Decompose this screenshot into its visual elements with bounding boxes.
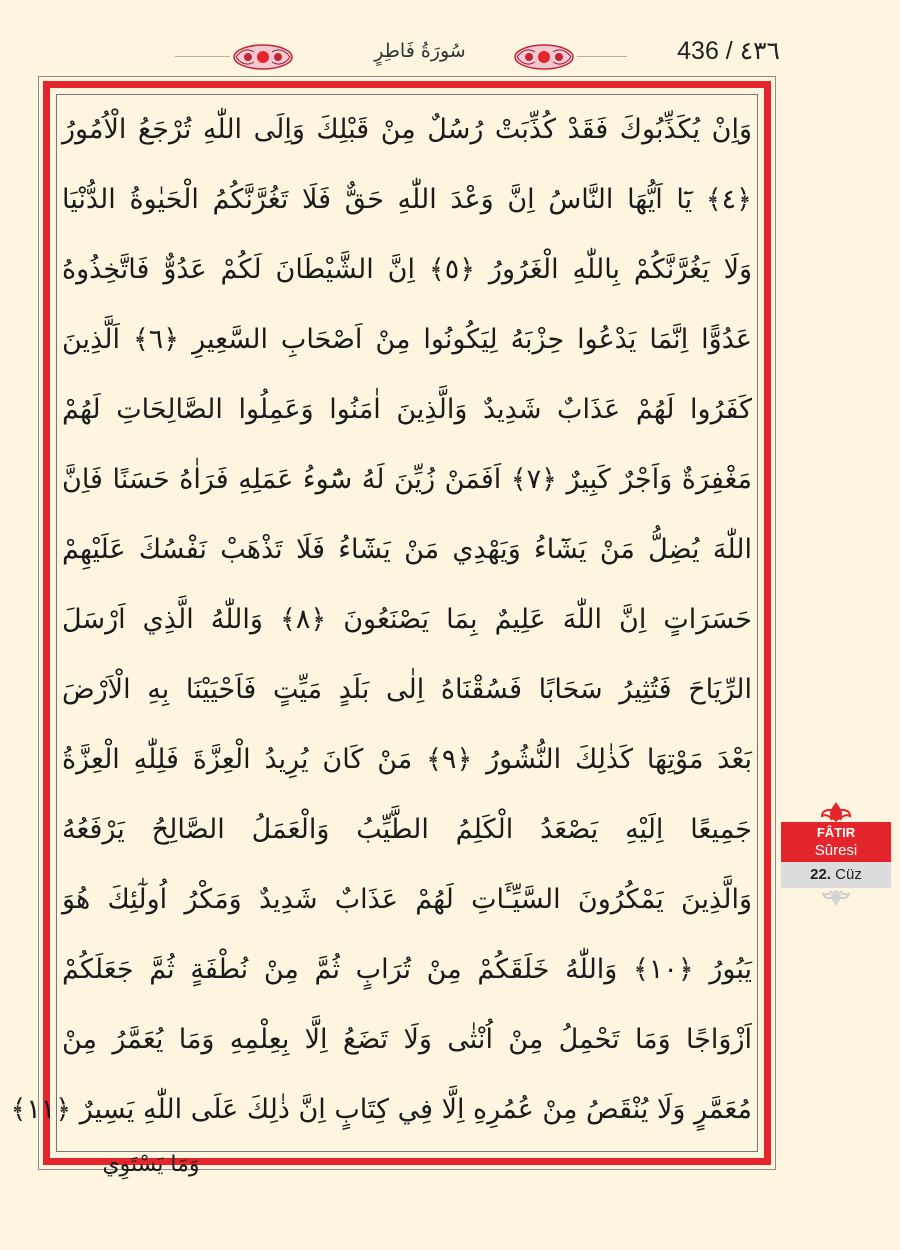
verse-line-7: اللّٰهَ يُضِلُّ مَنْ يَشَٓاءُ وَيَهْدِي مَنْ يَشَٓاءُ فَلَا تَذْهَبْ نَفْسُكَ عَلَيْهِمْ xyxy=(62,534,752,565)
verse-line-9: الرِّيَاحَ فَتُثِيرُ سَحَابًا فَسُقْنَاهُ اِلٰى بَلَدٍ مَيِّتٍ فَاَحْيَيْنَا بِهِ الْاَرْضَ xyxy=(62,674,752,705)
header-rule-left xyxy=(175,56,230,57)
verse-line-15: مُعَمَّرٍ وَلَا يُنْقَصُ مِنْ عُمُرِهِ اِلَّا فِي كِتَابٍ اِنَّ ذٰلِكَ عَلَى اللّٰهِ يَسِيرٌ ﴿١١﴾ xyxy=(10,1094,752,1125)
cuz-label-box xyxy=(781,862,891,888)
cuz-number: 22. xyxy=(810,866,831,883)
verse-line-1: وَاِنْ يُكَذِّبُوكَ فَقَدْ كُذِّبَتْ رُسُلٌ مِنْ قَبْلِكَ وَاِلَى اللّٰهِ تُرْجَعُ الْاُمُورُ xyxy=(62,114,752,145)
surah-label-box xyxy=(781,822,891,862)
surah-title: سُورَةُ فَاطِرٍ xyxy=(374,40,466,62)
verse-line-13: يَبُورُ ﴿١٠﴾ وَاللّٰهُ خَلَقَكُمْ مِنْ تُرَابٍ ثُمَّ مِنْ نُطْفَةٍ ثُمَّ جَعَلَكُمْ xyxy=(62,954,752,985)
catchword: وَمَا يَسْتَوِي xyxy=(102,1152,200,1177)
fleur-ornament-bottom-icon xyxy=(818,888,854,908)
verse-line-10: بَعْدَ مَوْتِهَا كَذٰلِكَ النُّشُورُ ﴿٩﴾ مَنْ كَانَ يُرِيدُ الْعِزَّةَ فَلِلّٰهِ الْعِزَّةُ xyxy=(62,744,752,775)
page-number: 436 / ٤٣٦ xyxy=(677,37,780,65)
cuz-label: Cüz xyxy=(835,866,862,883)
header-rule-right xyxy=(577,56,627,57)
verse-line-2: ﴿٤﴾ يَٓا اَيُّهَا النَّاسُ اِنَّ وَعْدَ اللّٰهِ حَقٌّ فَلَا تَغُرَّنَّكُمُ الْحَيٰوةُ الدُّنْيَا xyxy=(62,184,752,215)
surah-side-tab xyxy=(781,800,891,910)
mushaf-text-area xyxy=(10,100,753,1150)
surah-label: FÂTIR xyxy=(816,825,856,840)
surah-sub-label: Sûresi xyxy=(814,842,858,859)
floral-ornament-right-icon xyxy=(513,42,575,72)
floral-ornament-left-icon xyxy=(232,42,294,72)
fleur-ornament-top-icon xyxy=(818,800,854,824)
verse-line-3: وَلَا يَغُرَّنَّكُمْ بِاللّٰهِ الْغَرُورُ ﴿٥﴾ اِنَّ الشَّيْطَانَ لَكُمْ عَدُوٌّ فَاتَّخِذُوهُ xyxy=(62,254,753,285)
verse-line-5: كَفَرُوا لَهُمْ عَذَابٌ شَدِيدٌ وَالَّذِينَ اٰمَنُوا وَعَمِلُوا الصَّالِحَاتِ لَهُمْ xyxy=(62,394,752,425)
verse-line-6: مَغْفِرَةٌ وَاَجْرٌ كَبِيرٌ ﴿٧﴾ اَفَمَنْ زُيِّنَ لَهُ سُٓوءُ عَمَلِهِ فَرَاٰهُ حَسَنًا فَاِنَّ xyxy=(62,464,752,495)
verse-line-12: وَالَّذِينَ يَمْكُرُونَ السَّيِّـَٔاتِ لَهُمْ عَذَابٌ شَدِيدٌ وَمَكْرُ اُولٰٓئِكَ هُوَ xyxy=(62,884,752,915)
page-header xyxy=(0,0,900,78)
verse-line-8: حَسَرَاتٍ اِنَّ اللّٰهَ عَلِيمٌ بِمَا يَصْنَعُونَ ﴿٨﴾ وَاللّٰهُ الَّذِي اَرْسَلَ xyxy=(62,604,752,635)
verse-line-11: جَمِيعًا اِلَيْهِ يَصْعَدُ الْكَلِمُ الطَّيِّبُ وَالْعَمَلُ الصَّالِحُ يَرْفَعُهُ xyxy=(62,814,752,845)
verse-line-14: اَزْوَاجًا وَمَا تَحْمِلُ مِنْ اُنْثٰى وَلَا تَضَعُ اِلَّا بِعِلْمِهِ وَمَا يُعَمَّرُ مِنْ xyxy=(62,1024,752,1055)
verse-line-4: عَدُوًّا اِنَّمَا يَدْعُوا حِزْبَهُ لِيَكُونُوا مِنْ اَصْحَابِ السَّعِيرِ ﴿٦﴾ اَلَّذِينَ xyxy=(62,324,752,355)
